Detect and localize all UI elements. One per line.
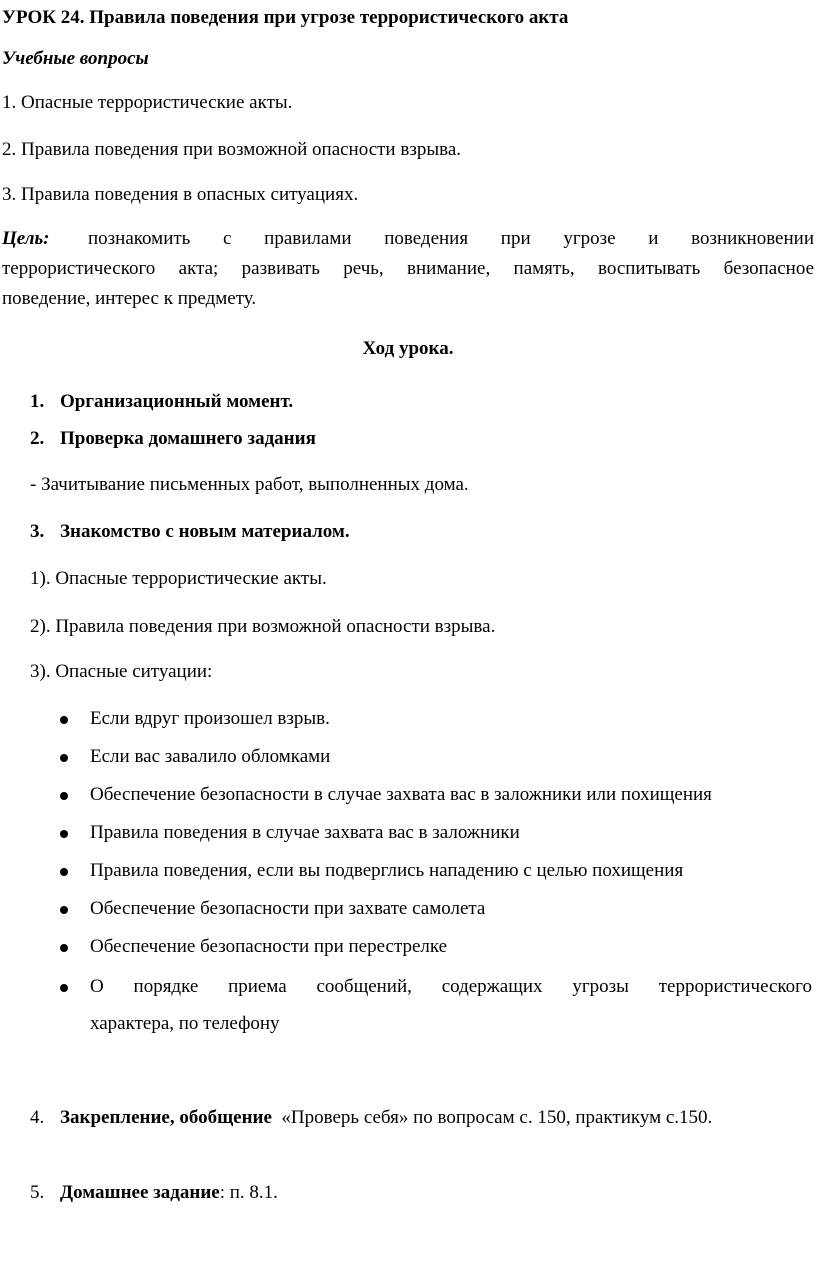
bullet-icon [60,830,68,838]
step-bold-label: Домашнее задание [60,1182,220,1203]
sub-item: 1). Опасные террористические акты. [30,568,327,589]
bullet-item: Если вдруг произошел взрыв. [90,708,330,729]
step-text: Организационный момент. [60,391,294,412]
bullet-icon [60,792,68,800]
bullet-item: Обеспечение безопасности при перестрелке [90,936,448,957]
bullet-icon [60,944,68,952]
step-bold-label: Закрепление, обобщение [60,1107,272,1128]
step-number: 4. [30,1107,45,1128]
goal-text-line: террористического акта; развивать речь, внимание, память, воспитывать безопасное [2,258,814,279]
sub-item: 3). Опасные ситуации: [30,661,213,682]
step-text [60,1180,278,1206]
bullet-item: О порядке приема сообщений, содержащих угрозы террористического [90,976,812,997]
lesson-heading: Ход урока. [362,338,454,359]
bullet-item: Правила поведения в случае захвата вас в заложники [90,822,520,843]
bullet-item-continuation: характера, по телефону [90,1013,280,1034]
bullet-item: Обеспечение безопасности в случае захвата вас в заложники или похищения [90,784,712,805]
sub-item: 2). Правила поведения при возможной опасности взрыва. [30,616,496,637]
lesson-title: УРОК 24. Правила поведения при угрозе террористического акта [2,7,569,28]
bullet-icon [60,754,68,762]
goal-text-line: поведение, интерес к предмету. [2,288,257,309]
question-item: 1. Опасные террористические акты. [2,92,293,113]
homework-note: - Зачитывание письменных работ, выполненных дома. [30,474,469,495]
bullet-icon [60,868,68,876]
question-item: 2. Правила поведения при возможной опасности взрыва. [2,139,461,160]
step-text: Знакомство с новым материалом. [60,521,350,542]
step-number: 3. [30,521,45,542]
step-text: Проверка домашнего задания [60,428,316,449]
bullet-item: Если вас завалило обломками [90,746,331,767]
questions-heading: Учебные вопросы [2,48,149,69]
bullet-icon [60,716,68,724]
bullet-icon [60,906,68,914]
bullet-item: Обеспечение безопасности при захвате самолета [90,898,486,919]
bullet-icon [60,984,68,992]
bullet-item: Правила поведения, если вы подверглись нападению с целью похищения [90,860,684,881]
question-item: 3. Правила поведения в опасных ситуациях. [2,184,359,205]
goal-label: Цель: [2,228,50,249]
step-detail: «Проверь себя» по вопросам с. 150, практикум с.150. [271,1107,713,1128]
step-number: 1. [30,391,45,412]
step-number: 2. [30,428,45,449]
step-detail: : п. 8.1. [219,1182,278,1203]
step-text [60,1105,712,1131]
step-number: 5. [30,1182,45,1203]
goal-text-line: познакомить с правилами поведения при угрозе и возникновении [88,228,814,249]
